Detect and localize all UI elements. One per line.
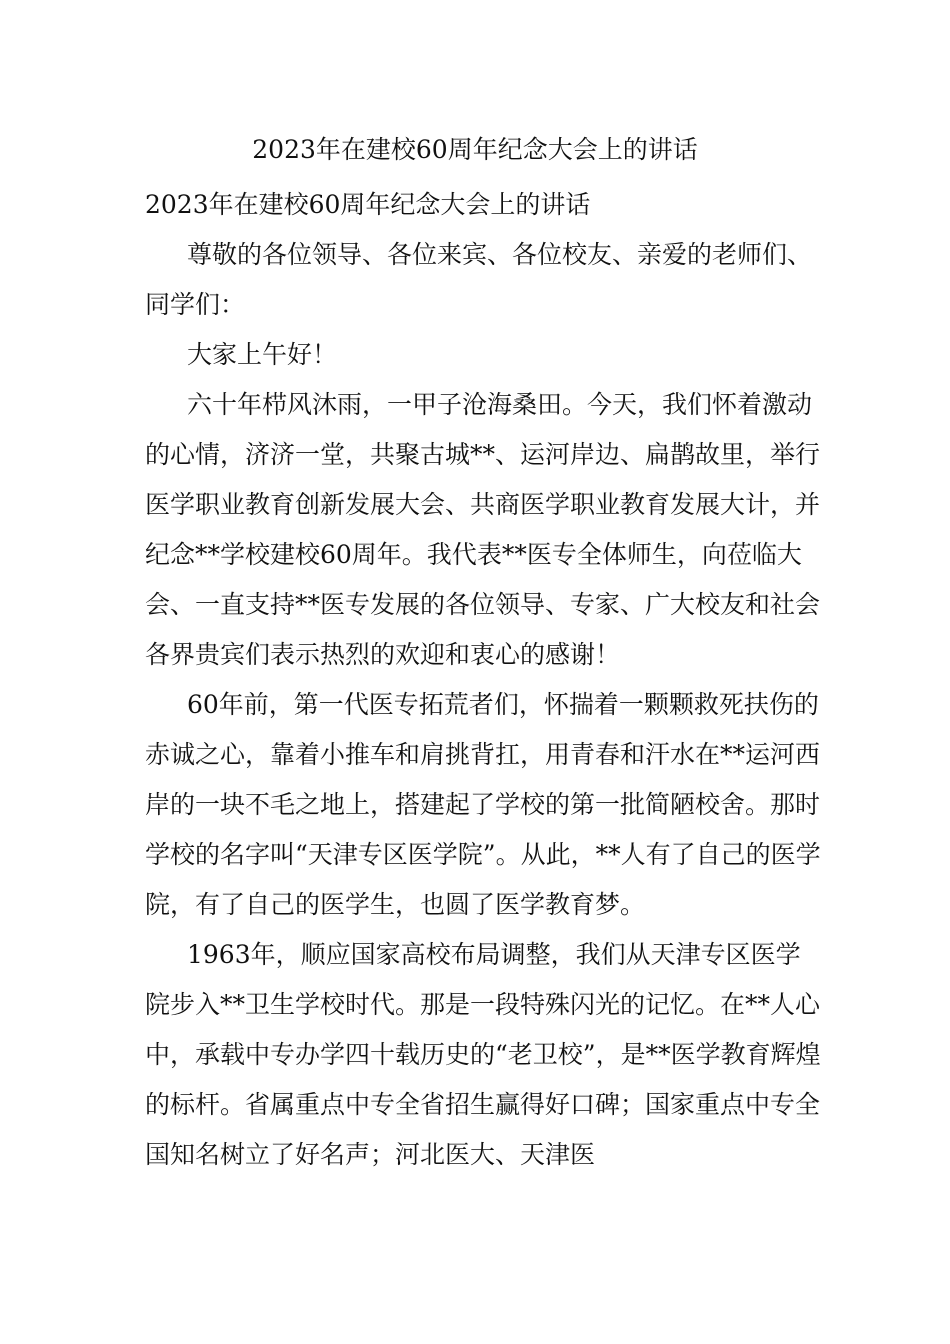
- paragraph-history-founding: 60年前，第一代医专拓荒者们，怀揣着一颗颗救死扶伤的赤诚之心，靠着小推车和肩挑背扛，用青春和汗水在**运河西岸的一块不毛之地上，搭建起了学校的第一批简陋校舍。那时学校的名字叫“天津专区医学院”。从此，**人有了自己的医学院，有了自己的医学生，也圆了医学教育梦。: [145, 690, 821, 919]
- subtitle-line: 2023年在建校60周年纪念大会上的讲话: [145, 190, 591, 219]
- paragraph-opening: 六十年栉风沐雨，一甲子沧海桑田。今天，我们怀着激动的心情，济济一堂，共聚古城**、运河岸边、扁鹊故里，举行医学职业教育创新发展大会、共商医学职业教育发展大计，并纪念**学校建校60周年。我代表**医专全体师生，向莅临大会、一直支持**医专发展的各位领导、专家、广大校友和社会各界贵宾们表示热烈的欢迎和衷心的感谢！: [145, 390, 821, 669]
- document-body: [145, 180, 825, 1180]
- paragraph-history-1963: 1963年，顺应国家高校布局调整，我们从天津专区医学院步入**卫生学校时代。那是一段特殊闪光的记忆。在**人心中，承载中专办学四十载历史的“老卫校”，是**医学教育辉煌的标杆。省属重点中专全省招生赢得好口碑；国家重点中专全国知名树立了好名声；河北医大、天津医: [145, 940, 821, 1169]
- document-title: 2023年在建校60周年纪念大会上的讲话: [252, 135, 698, 164]
- paragraph-salutation: 大家上午好！: [187, 340, 338, 369]
- paragraph-greeting: 尊敬的各位领导、各位来宾、各位校友、亲爱的老师们、同学们：: [145, 240, 813, 319]
